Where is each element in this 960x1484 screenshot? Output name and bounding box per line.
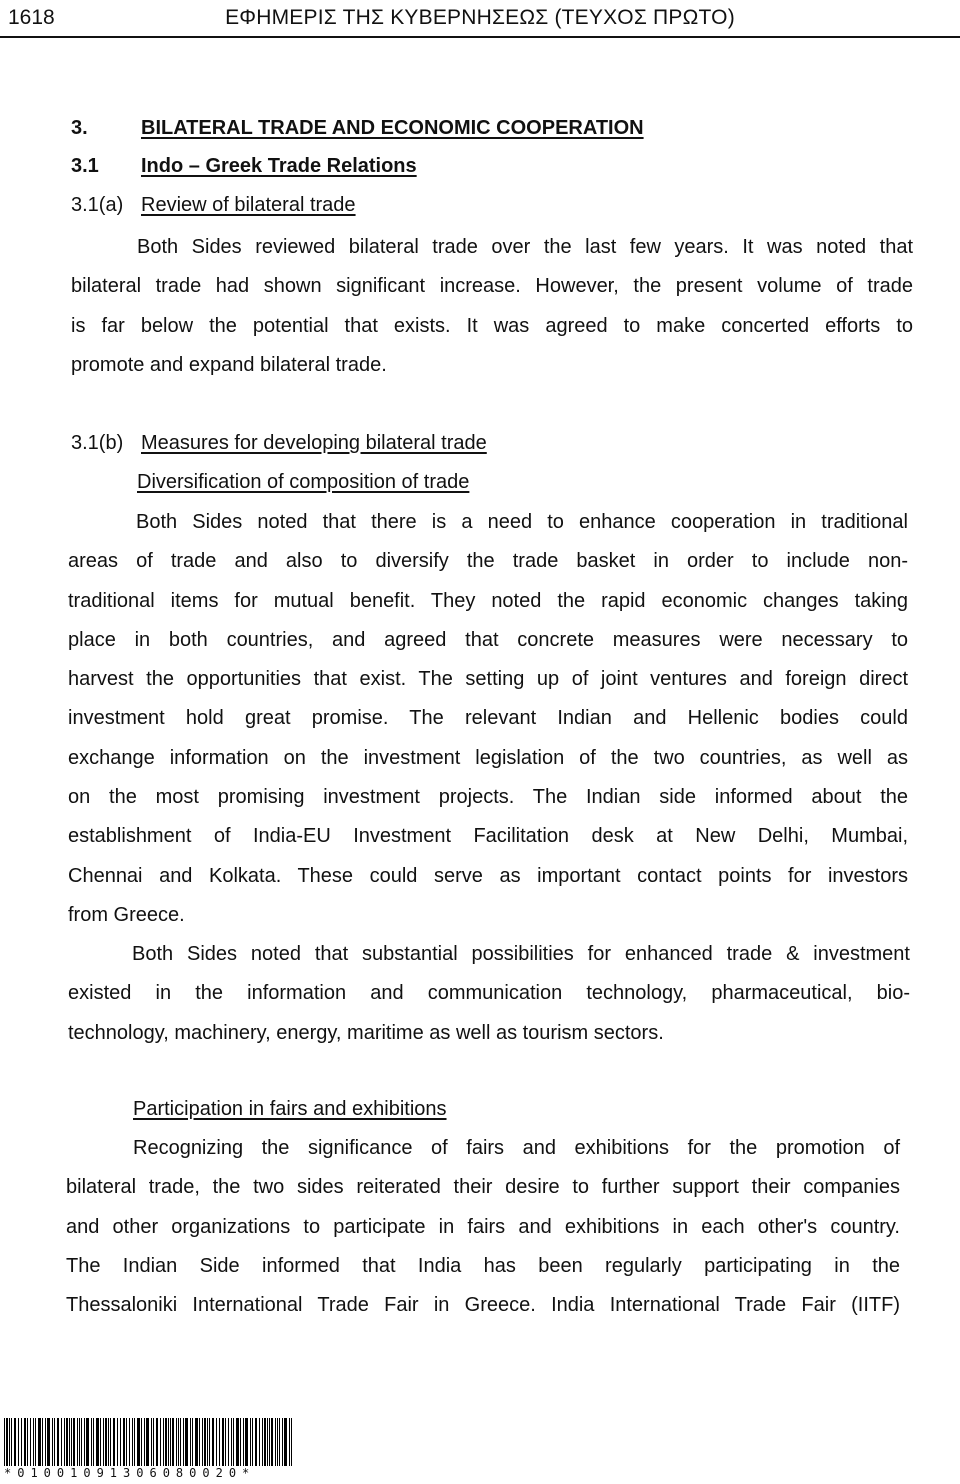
barcode-bar [93, 1418, 94, 1466]
paragraph-line: investment hold great promise. The relevant Indian and Hellenic bodies could [68, 707, 908, 730]
paragraph-line: Recognizing the significance of fairs and exhibitions for the promotion of [133, 1137, 900, 1159]
barcode-bar [24, 1418, 26, 1466]
paragraph-line: areas of trade and also to diversify the trade basket in order to include non- [68, 550, 908, 573]
paragraph-line: Thessaloniki International Trade Fair in Greece. India International Trade Fair (IITF) [66, 1294, 900, 1317]
barcode-bar [42, 1418, 43, 1466]
barcode-bar [190, 1418, 191, 1466]
barcode-bar [178, 1418, 179, 1466]
barcode-bar [264, 1418, 266, 1466]
barcode-bar [183, 1418, 184, 1466]
fairs-paragraph [66, 1129, 900, 1325]
paragraph-line: Both Sides noted that substantial possibilities for enhanced trade & investment [132, 943, 910, 965]
barcode-bar [282, 1418, 283, 1466]
barcode-bar [126, 1418, 127, 1466]
barcode-bar [96, 1418, 99, 1466]
barcode-bar [38, 1418, 41, 1466]
diversification-heading: Diversification of composition of trade [137, 471, 470, 493]
paragraph-line: on the most promising investment projects. The Indian side informed about the [68, 786, 908, 809]
barcode-bar [137, 1418, 140, 1466]
barcode-bar [35, 1418, 36, 1466]
possibilities-paragraph [68, 935, 910, 1053]
barcode-bar [165, 1418, 167, 1466]
barcode-bar [105, 1418, 107, 1466]
diversification-paragraph [68, 503, 908, 935]
barcode-bar [163, 1418, 164, 1466]
barcode-bar [225, 1418, 226, 1466]
barcode-bar [245, 1418, 248, 1466]
paragraph-line: bilateral trade, the two sides reiterated their desire to further support their companies [66, 1176, 900, 1199]
gazette-title: ΕΦΗΜΕΡΙΣ ΤΗΣ ΚΥΒΕΡΝΗΣΕΩΣ (ΤΕΥΧΟΣ ΠΡΩΤΟ) [225, 6, 735, 29]
paragraph-line: Both Sides reviewed bilateral trade over the last few years. It was noted that [137, 236, 913, 258]
barcode-bar [11, 1418, 12, 1466]
barcode-bar [284, 1418, 287, 1466]
paragraph-line: technology, machinery, energy, maritime as well as tourism sectors. [68, 1021, 664, 1044]
section-3-1a-title: Review of bilateral trade [141, 194, 356, 216]
barcode-bar [195, 1418, 198, 1466]
barcode-bar [240, 1418, 241, 1466]
barcode-bar [81, 1418, 82, 1466]
paragraph-line: from Greece. [68, 903, 185, 926]
barcode-bar [33, 1418, 34, 1466]
barcode-bar [4, 1418, 5, 1466]
barcode-bar [144, 1418, 145, 1466]
barcode-bar [228, 1418, 229, 1466]
barcode-bar [291, 1418, 292, 1466]
barcode-bar [212, 1418, 214, 1466]
barcode-bar [199, 1418, 200, 1466]
barcode-bar [277, 1418, 278, 1466]
barcode-bar [269, 1418, 270, 1466]
paragraph-line: existed in the information and communication technology, pharmaceutical, bio- [68, 982, 910, 1005]
barcode-bar [222, 1418, 224, 1466]
barcode-bar [176, 1418, 177, 1466]
barcode-bar [275, 1418, 276, 1466]
barcode-bar [14, 1418, 16, 1466]
page-header [0, 0, 960, 40]
barcode-bar [21, 1418, 22, 1466]
barcode-bar [61, 1418, 62, 1466]
barcode-bar [57, 1418, 59, 1466]
barcode-image [4, 1418, 294, 1470]
barcode-bar [202, 1418, 203, 1466]
barcode-bar [47, 1418, 50, 1466]
barcode-bar [113, 1418, 115, 1466]
barcode-bar [103, 1418, 104, 1466]
section-3-1-number: 3.1 [71, 155, 99, 177]
barcode-bar [204, 1418, 206, 1466]
barcode-bar [91, 1418, 92, 1466]
paragraph-line: promote and expand bilateral trade. [71, 353, 387, 376]
barcode-bar [216, 1418, 217, 1466]
barcode-bar [71, 1418, 72, 1466]
barcode-bar [108, 1418, 109, 1466]
barcode-bar [69, 1418, 70, 1466]
barcode-bar [156, 1418, 158, 1466]
paragraph-line: harvest the opportunities that exist. The setting up of joint ventures and foreign direct [68, 668, 908, 691]
barcode-bar [252, 1418, 253, 1466]
barcode-bar [236, 1418, 239, 1466]
barcode-bar [52, 1418, 53, 1466]
paragraph-line: Chennai and Kolkata. These could serve as important contact points for investors [68, 864, 908, 887]
barcode-bar [170, 1418, 171, 1466]
barcode-bar [172, 1418, 174, 1466]
barcode-bar [185, 1418, 188, 1466]
paragraph-line: The Indian Side informed that India has been regularly participating in the [66, 1254, 900, 1277]
barcode-bar [271, 1418, 273, 1466]
barcode-bar [146, 1418, 149, 1466]
barcode-bar [27, 1418, 28, 1466]
barcode-bar [151, 1418, 152, 1466]
barcode-bar [84, 1418, 85, 1466]
barcode-bar [180, 1418, 181, 1466]
barcode-bar [250, 1418, 251, 1466]
barcode-number: *01001091306080020* [4, 1466, 256, 1480]
review-paragraph [71, 228, 913, 385]
barcode-bar [45, 1418, 46, 1466]
barcode-bar [9, 1418, 10, 1466]
barcode-bar [219, 1418, 220, 1466]
barcode-bar [153, 1418, 154, 1466]
paragraph-line: establishment of India-EU Investment Facilitation desk at New Delhi, Mumbai, [68, 825, 908, 848]
barcode-bar [66, 1418, 68, 1466]
barcode-bar [262, 1418, 263, 1466]
barcode-bar [160, 1418, 161, 1466]
section-3-1-title: Indo – Greek Trade Relations [141, 155, 417, 177]
barcode-bar [141, 1418, 142, 1466]
barcode-bar [110, 1418, 111, 1466]
section-3-1b-title: Measures for developing bilateral trade [141, 432, 487, 454]
fairs-heading: Participation in fairs and exhibitions [133, 1098, 447, 1120]
barcode-bar [100, 1418, 101, 1466]
paragraph-line: is far below the potential that exists. It was agreed to make concerted efforts to [71, 314, 913, 337]
barcode-bar [79, 1418, 80, 1466]
barcode-bar [168, 1418, 169, 1466]
header-rule [0, 36, 960, 38]
paragraph-line: traditional items for mutual benefit. They noted the rapid economic changes taking [68, 589, 908, 612]
barcode-bar [207, 1418, 208, 1466]
section-3-title: BILATERAL TRADE AND ECONOMIC COOPERATION [141, 117, 644, 139]
barcode-bar [64, 1418, 65, 1466]
barcode-bar [134, 1418, 135, 1466]
barcode-bar [117, 1418, 118, 1466]
barcode-bar [73, 1418, 75, 1466]
barcode-bar [243, 1418, 244, 1466]
barcode-bar [6, 1418, 8, 1466]
section-3-1a-number: 3.1(a) [71, 194, 124, 216]
barcode-bar [209, 1418, 210, 1466]
barcode-bar [231, 1418, 232, 1466]
barcode-bar [129, 1418, 130, 1466]
section-3-1b-number: 3.1(b) [71, 432, 124, 454]
paragraph-line: and other organizations to participate in fairs and exhibitions in each other's country. [66, 1215, 900, 1238]
page-number: 1618 [8, 6, 55, 29]
barcode-bar [86, 1418, 89, 1466]
barcode-bar [54, 1418, 55, 1466]
barcode-bar [132, 1418, 133, 1466]
barcode-bar [267, 1418, 268, 1466]
barcode-bar [259, 1418, 260, 1466]
barcode-bar [123, 1418, 125, 1466]
paragraph-line: bilateral trade had shown significant increase. However, the present volume of trade [71, 275, 913, 298]
barcode-bar [289, 1418, 290, 1466]
paragraph-line: place in both countries, and agreed that concrete measures were necessary to [68, 628, 908, 651]
section-3-number: 3. [71, 117, 88, 139]
paragraph-line: exchange information on the investment legislation of the two countries, as well as [68, 746, 908, 769]
barcode-bar [18, 1418, 19, 1466]
barcode-bar [279, 1418, 280, 1466]
barcode-bar [77, 1418, 78, 1466]
barcode-bar [120, 1418, 121, 1466]
barcode-bar [192, 1418, 193, 1466]
barcode-bar [255, 1418, 257, 1466]
barcode-bar [30, 1418, 31, 1466]
paragraph-line: Both Sides noted that there is a need to enhance cooperation in traditional [136, 511, 908, 533]
barcode-bar [233, 1418, 234, 1466]
